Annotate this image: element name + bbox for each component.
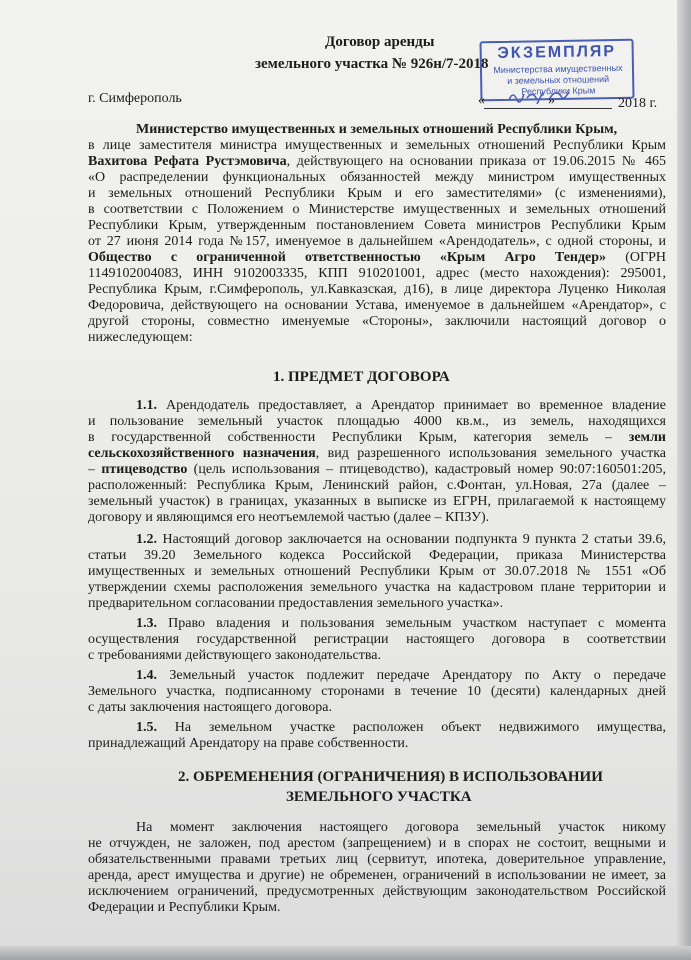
clause-1-5-line-1: 1.5. На земельном участке расположен объект недвижимого имущества, (136, 720, 666, 735)
clause-1-1-line-1: 1.1. Арендодатель предоставляет, а Арендатор принимает во временное владение (136, 398, 666, 413)
preamble-line-7: Республики Крым, утвержденным постановлением Совета министров Республики Крым (88, 218, 666, 233)
clause-1-3-line-1: 1.3. Право владения и пользования земельным участком наступает с момента (136, 616, 666, 631)
preamble-line-14: нижеследующем: (88, 330, 193, 345)
clause-1-5-line-2: принадлежащий Арендатору на праве собственности. (88, 736, 409, 751)
handwritten-date (505, 86, 575, 106)
tenant-company-name: Общество с ограниченной ответственностью «Крым Агро Тендер» (88, 250, 607, 265)
clause-1-1-line-6: расположенный: Республика Крым, Ленинский район, с.Фонтан, ул.Новая, 27а (далее – (88, 478, 666, 493)
stamp-word: ЭКЗЕМПЛЯР (497, 42, 617, 63)
clause-1-2-line-5: предварительном согласовании предоставления земельного участка». (88, 596, 504, 611)
clause-1-4-line-2: Земельного участка, подписанному сторонами в течение 10 (десяти) календарных дней (88, 684, 666, 699)
clause-1-3-line-3: с требованиями действующего законодательства. (88, 648, 381, 663)
clause-1-2-line-2: статьи 39.20 Земельного кодекса Российской Федерации, приказа Министерства (88, 548, 666, 563)
clause-1-2-line-1: 1.2. Настоящий договор заключается на основании подпункта 9 пункта 2 статьи 39.6, (136, 532, 666, 547)
preamble-line-12: Федоровича, действующего на основании Устава, именуемое в дальнейшем «Арендатор», с (88, 298, 666, 313)
clause-1-1-line-4: сельскохозяйственного назначения, вид разрешенного использования земельного участка (88, 446, 667, 461)
preamble-line-1: Министерство имущественных и земельных отношений Республики Крым, (136, 122, 618, 137)
section-2-line-5: исключением ограничений, предусмотренных действующим законодательством Российской (88, 884, 666, 899)
clause-1-2-line-4: утверждении схемы расположения земельного участка на кадастровом плане территории и (88, 580, 666, 595)
preamble-line-5: и земельных отношений Республики Крым и его заместителями» (с изменениями), (88, 186, 666, 201)
section-2-line-3: обязательственными правами третьих лиц (сервитут, ипотека, доверительное управление, (88, 852, 666, 867)
clause-1-1-line-8: договору и являющимся его неотъемлемой частью (далее – КПЗУ). (88, 510, 490, 525)
date-close-quote: » (548, 93, 555, 108)
preamble-line-3: Вахитова Рефата Рустэмовича, действующего на основании приказа от 19.06.2015 № 465 (88, 154, 666, 169)
clause-1-1-line-2: и пользование земельный участок площадью 4000 кв.м., из земель, находящихся (88, 414, 666, 429)
clause-1-3-line-2: осуществления государственной регистрации настоящего договора в соответствии (88, 632, 666, 647)
section-2-line-2: не отчужден, не заложен, под арестом (запрещением) и в спорах не состоит, вещными и (88, 836, 666, 851)
stamp-org-line-3: Республики Крым (521, 85, 596, 97)
section-2-line-4: аренда, арест имущества и другие) не обременен, ограничений в использовании не имеет, за (88, 868, 666, 883)
preamble-line-6: в соответствии с Положением о Министерстве имущественных и земельных отношений (88, 202, 666, 217)
clause-1-1-line-3: в государственной собственности Республики Крым, категория земель – земли (88, 430, 666, 445)
preamble-line-13: другой стороны, совместно именуемые «Стороны», заключили настоящий договор о (88, 314, 666, 329)
place: г. Симферополь (88, 91, 182, 106)
preamble-line-11: Республика Крым, г.Симферополь, ул.Кавказская, д16), в лице директора Луценко Николая (88, 282, 666, 297)
date-year: 2018 г. (618, 96, 658, 111)
preamble-line-2: в лице заместителя министра имущественных и земельных отношений Республики Крым (88, 138, 666, 153)
preamble-line-10: 1149102004083, ИНН 9102003335, КПП 910201001, адрес (место нахождения): 295001, (88, 266, 666, 281)
clause-1-2-line-3: имущественных и земельных отношений Республики Крым от 30.07.2018 № 1551 «Об (88, 564, 666, 579)
title-line-2: земельного участка № 926н/7-2018 (255, 56, 489, 72)
section-2-heading-line-1: 2. ОБРЕМЕНЕНИЯ (ОГРАНИЧЕНИЯ) В ИСПОЛЬЗОВАНИИ (178, 769, 603, 785)
preamble-line-4: «О распределении функциональных обязанностей между министром имущественных (88, 170, 666, 185)
vice-minister-name: Вахитова Рефата Рустэмовича (88, 154, 287, 169)
page-bottom-shadow (0, 946, 691, 960)
title-line-1: Договор аренды (325, 34, 435, 50)
clause-1-4-line-1: 1.4. Земельный участок подлежит передаче Арендатору по Акту о передаче (136, 668, 666, 683)
clause-1-1-line-7: земельный участок) в границах, указанных в выписке из ЕГРН, прилагаемой к настоящему (88, 494, 666, 509)
clause-1-1-line-5: – птицеводство (цель использования – птицеводство), кадастровый номер 90:07:160501:205, (88, 462, 667, 477)
date-open-quote: « (478, 93, 485, 108)
preamble-line-9: Общество с ограниченной ответственностью «Крым Агро Тендер» (ОГРН (88, 250, 667, 265)
clause-1-4-line-3: с даты заключения настоящего договора. (88, 700, 333, 715)
page-edge-shadow (677, 0, 691, 960)
section-2-line-1: На момент заключения настоящего договора земельный участок никому (136, 820, 666, 835)
date-underline (484, 108, 612, 109)
preamble-line-8: от 27 июня 2014 года №157, именуемое в дальнейшем «Арендодатель», с одной стороны, и (88, 234, 666, 249)
section-1-heading: 1. ПРЕДМЕТ ДОГОВОРА (273, 369, 450, 385)
section-2-line-6: Федерации и Республики Крым. (88, 900, 281, 915)
section-2-heading-line-2: ЗЕМЕЛЬНОГО УЧАСТКА (286, 789, 472, 805)
stamp-org-line-2: и земельных отношений (507, 74, 610, 86)
stamp-org-line-1: Министерства имущественных (493, 62, 623, 76)
